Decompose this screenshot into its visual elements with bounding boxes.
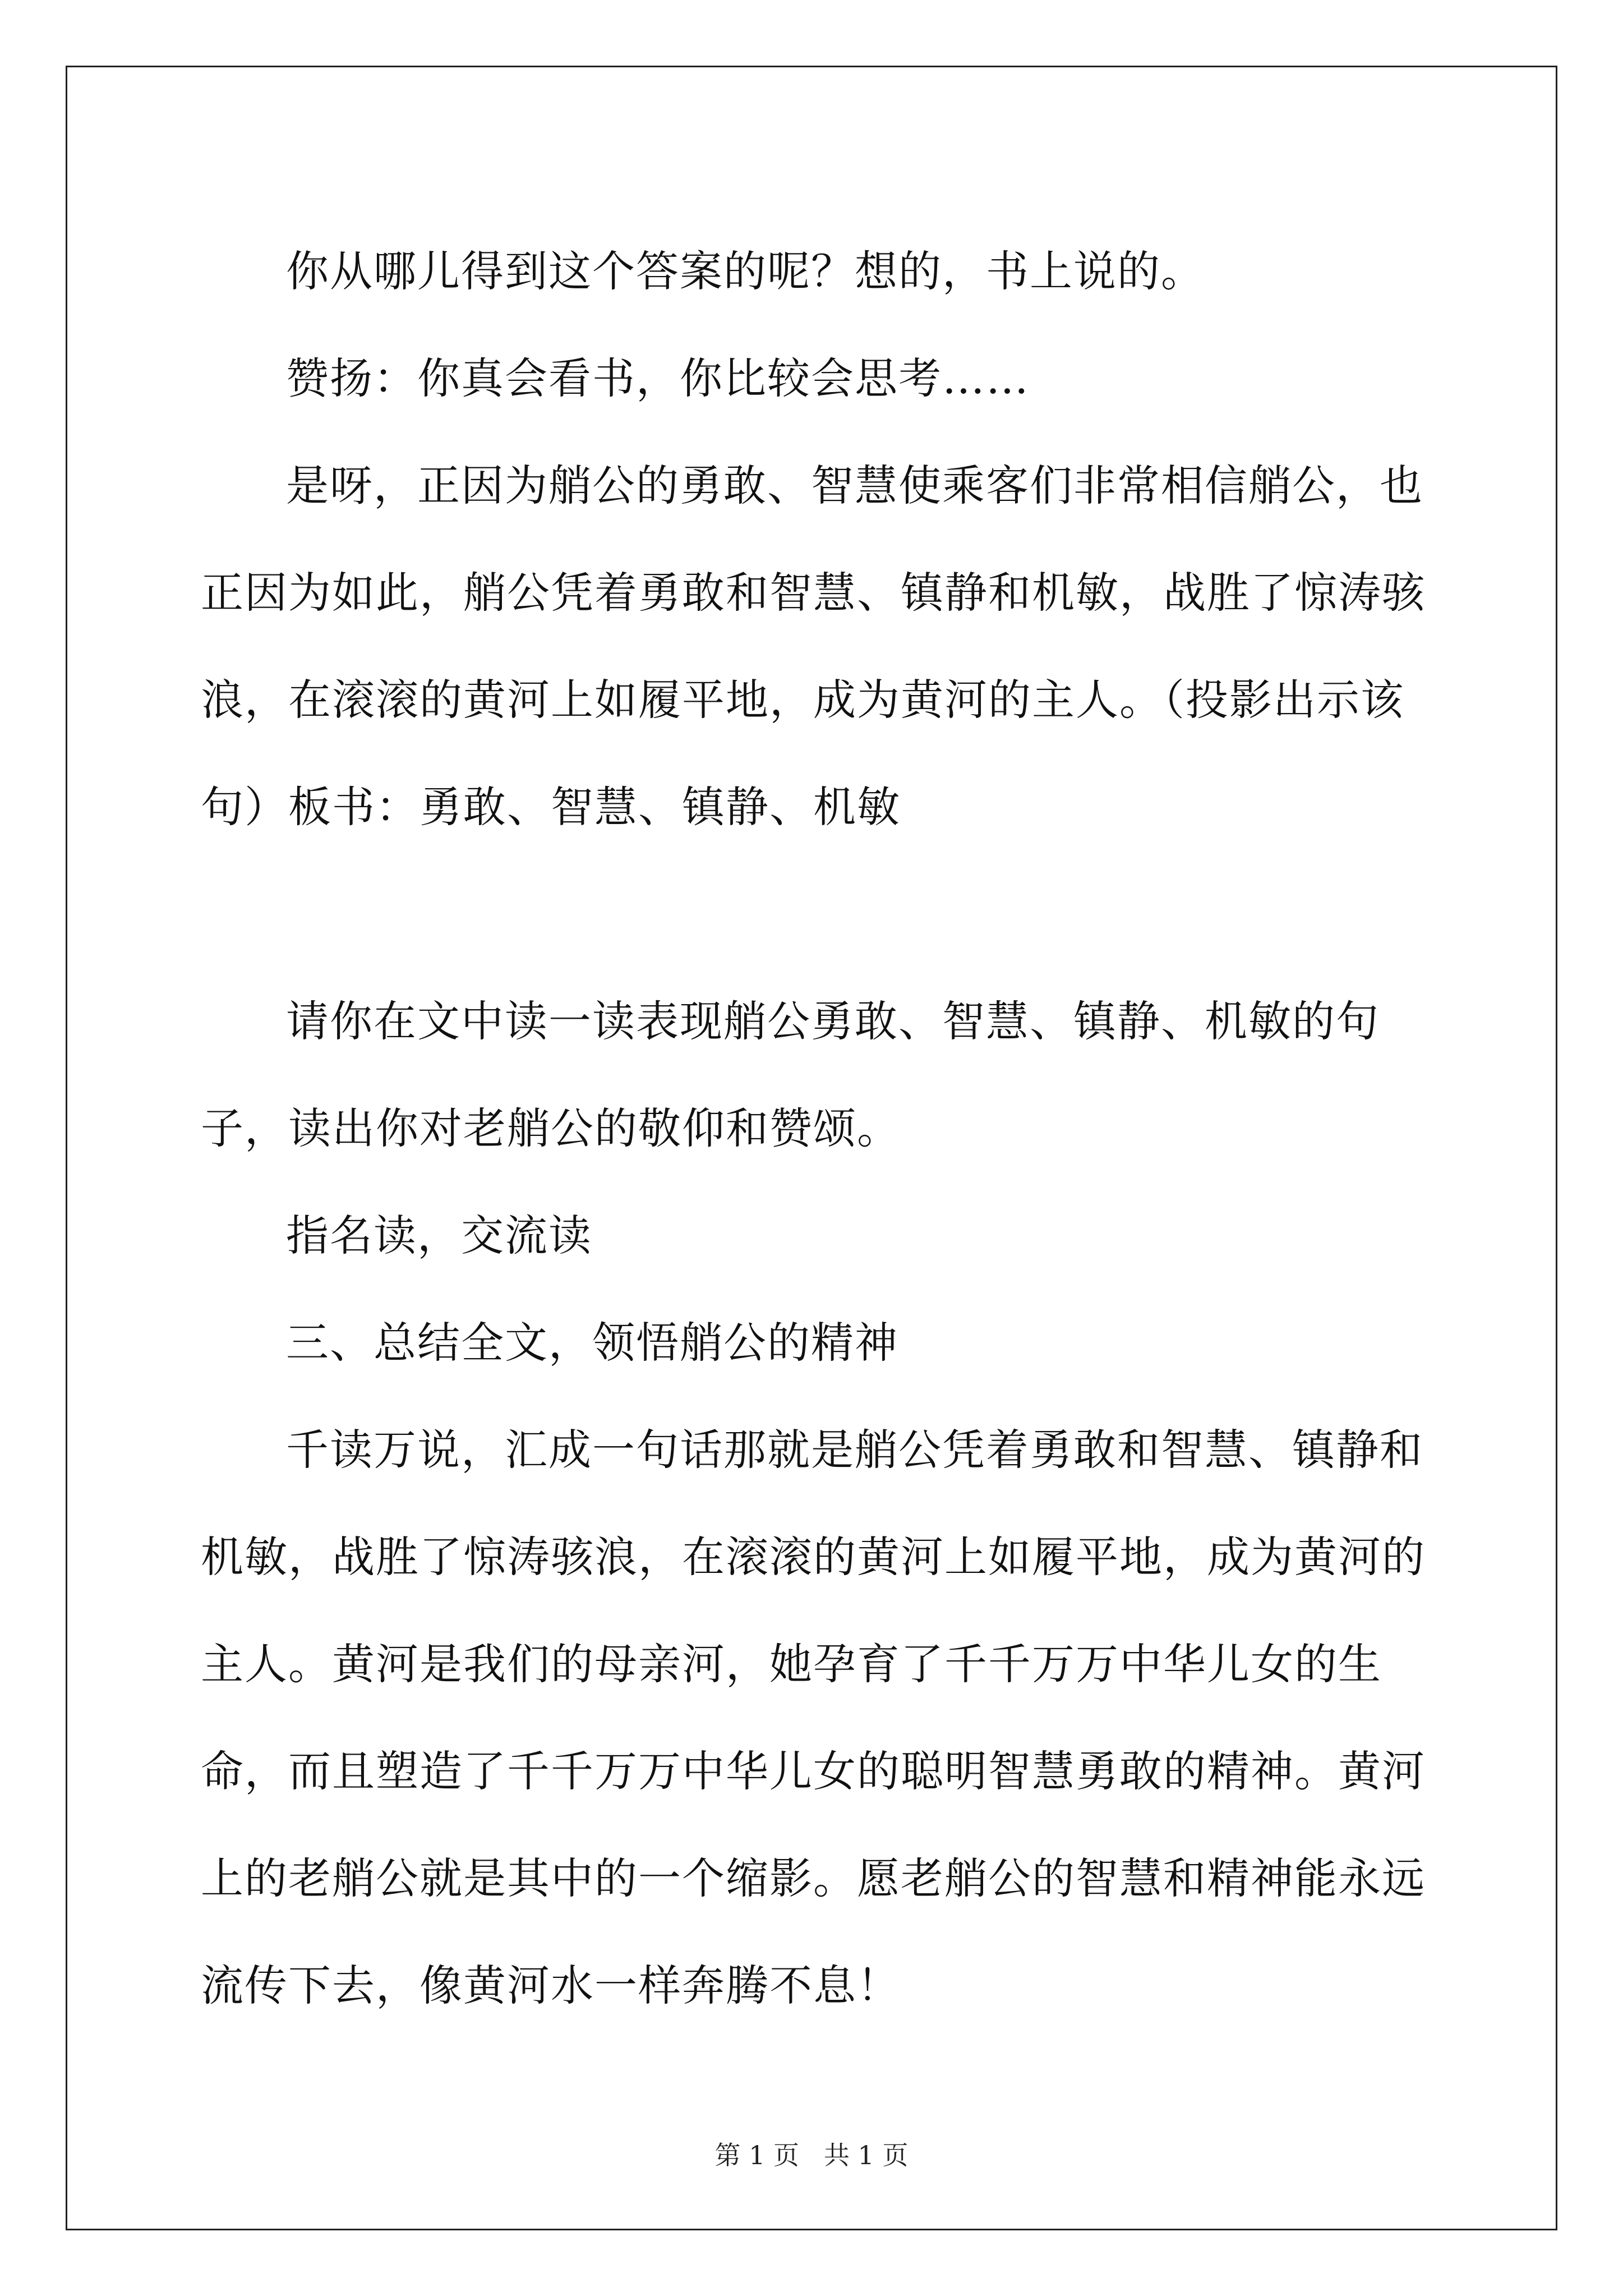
paragraph: 是呀，正因为艄公的勇敢、智慧使乘客们非常相信艄公，也正因为如此，艄公凭着勇敢和智慧、镇静和机敏，战胜了惊涛骇浪，在滚滚的黄河上如履平地，成为黄河的主人。（投影出示该句）板书：勇敢、智慧、镇静、机敏 [201, 461, 1426, 832]
blank-line [201, 861, 1435, 968]
document-body [201, 218, 1435, 2039]
page-number: 第 1 页 [714, 2140, 800, 2170]
paragraph: 千读万说，汇成一句话那就是艄公凭着勇敢和智慧、镇静和机敏，战胜了惊涛骇浪，在滚滚的黄河上如履平地，成为黄河的主人。黄河是我们的母亲河，她孕育了千千万万中华儿女的生命，而且塑造了千千万万中华儿女的聪明智慧勇敢的精神。黄河上的老艄公就是其中的一个缩影。愿老艄公的智慧和精神能永远流传下去，像黄河水一样奔腾不息！ [201, 1425, 1426, 2010]
paragraph: 赞扬：你真会看书，你比较会思考…… [286, 353, 1030, 403]
section-heading: 三、总结全文，领悟艄公的精神 [286, 1318, 898, 1368]
paragraph: 请你在文中读一读表现艄公勇敢、智慧、镇静、机敏的句子，读出你对老艄公的敬仰和赞颂。 [201, 996, 1380, 1153]
page-footer [0, 2138, 1623, 2172]
paragraph: 你从哪儿得到这个答案的呢？想的，书上说的。 [286, 246, 1205, 296]
page-total: 共 1 页 [823, 2140, 909, 2170]
paragraph: 指名读，交流读 [286, 1211, 592, 1260]
